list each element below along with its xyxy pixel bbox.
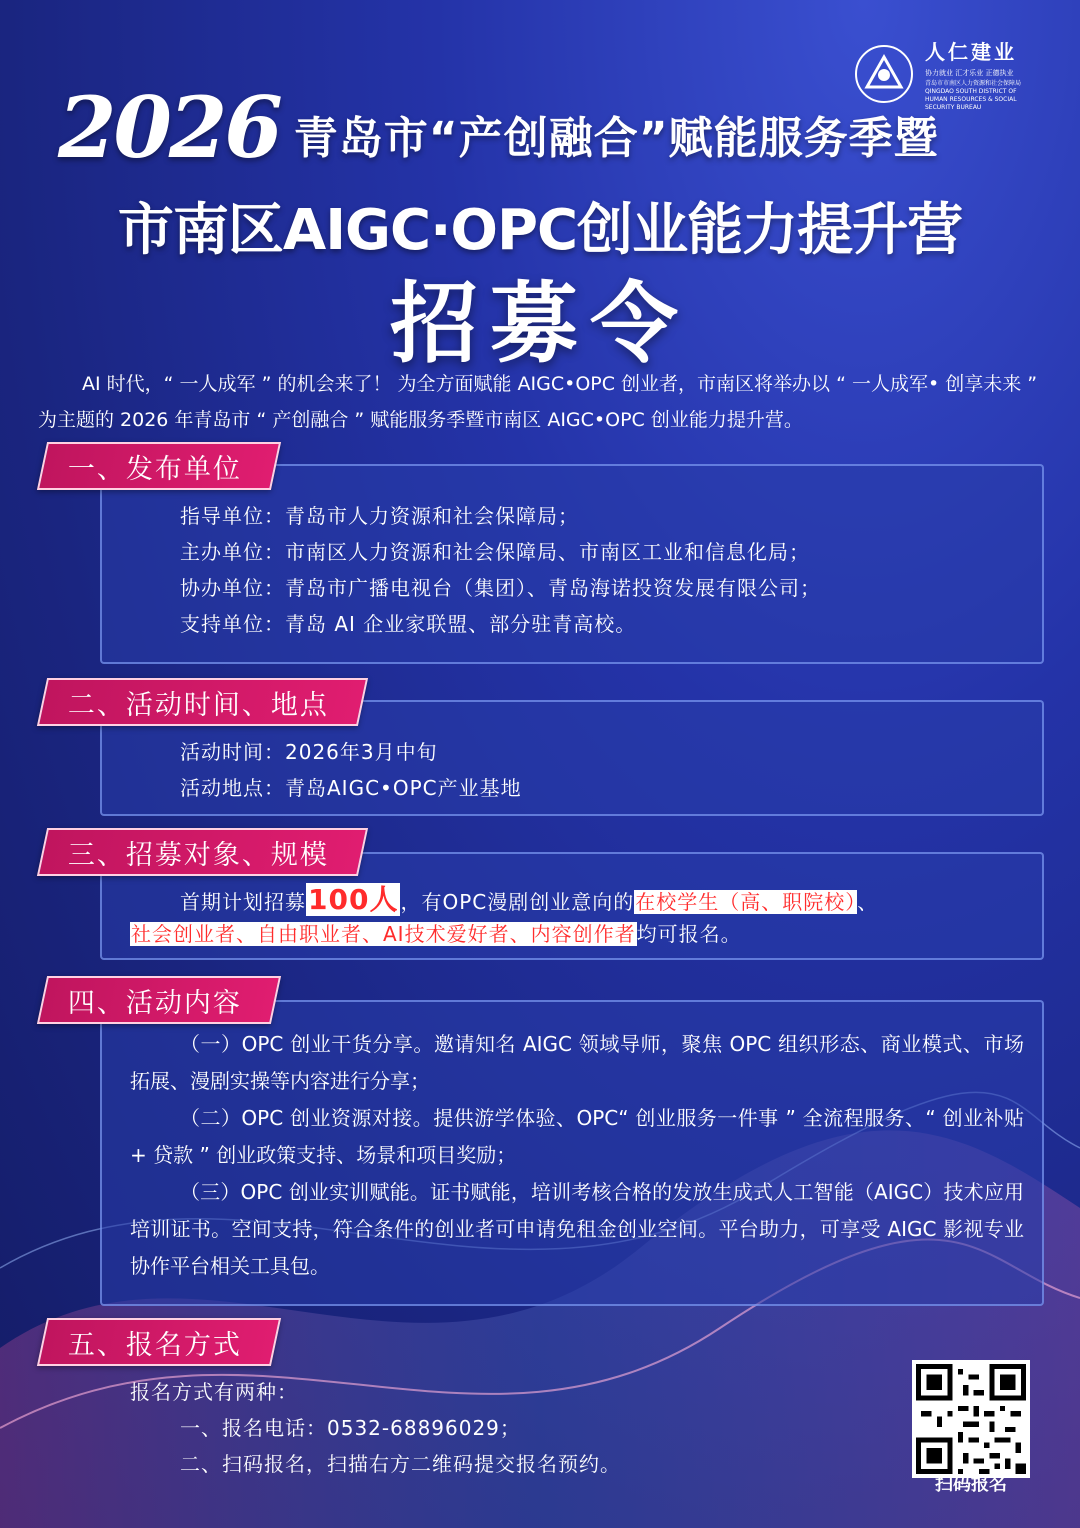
section5-line: 二、扫码报名，扫描右方二维码提交报名预约。 <box>180 1452 621 1476</box>
section3-line-2: 社会创业者、自由职业者、AI技术爱好者、内容创作者均可报名。 <box>131 922 742 946</box>
logo-slogan: 协力就业 汇才乐业 正德执业 <box>925 69 1014 77</box>
title-line-1-text: 青岛市“产创融合”赋能服务季暨 <box>293 113 939 164</box>
section4-para: （二）OPC 创业资源对接。提供游学体验、OPC“ 创业服务一件事 ” 全流程服务、“ 创业补贴 + 贷款 ” 创业政策支持、场景和项目奖励； <box>130 1106 1024 1167</box>
section3-line-1: 首期计划招募100人 ，有OPC漫剧创业意向的在校学生（高、职院校）、 <box>180 883 879 916</box>
section1-line: 主办单位：市南区人力资源和社会保障局、市南区工业和信息化局； <box>180 540 810 564</box>
section5-lead: 报名方式有两种： <box>130 1380 298 1404</box>
section4-heading: 四、活动内容 <box>37 976 281 1024</box>
section1-heading: 一、发布单位 <box>37 442 281 490</box>
section1-line: 指导单位：青岛市人力资源和社会保障局； <box>180 504 579 528</box>
section3-heading: 三、招募对象、规模 <box>37 828 368 876</box>
logo-brand: 人仁建业 <box>925 40 1017 64</box>
recruit-count: 100人 <box>308 883 399 916</box>
qr-label: 扫码报名 <box>935 1474 1007 1495</box>
section4-para: （一）OPC 创业干货分享。邀请知名 AIGC 领域导师，聚焦 OPC 组织形态、商业模式、市场拓展、漫剧实操等内容进行分享； <box>130 1032 1024 1093</box>
title-year: 2026 <box>58 78 280 177</box>
title-line-1 <box>58 78 939 177</box>
section1-line: 支持单位：青岛 AI 企业家联盟、部分驻青高校。 <box>180 612 637 636</box>
qr-code[interactable] <box>912 1360 1030 1478</box>
logo-org: 青岛市市南区人力资源和社会保障局 QINGDAO SOUTH DISTRICT OF HUMAN RESOURCES & SOCIAL SECURITY BUREAU <box>925 80 1022 111</box>
qr-code-icon <box>916 1364 1026 1474</box>
section2-heading: 二、活动时间、地点 <box>37 678 368 726</box>
title-line-3: 招募令 <box>389 272 690 375</box>
title-line-2: 市南区AIGC·OPC创业能力提升营 <box>117 198 963 263</box>
section5-heading: 五、报名方式 <box>37 1318 281 1366</box>
section1-line: 协办单位：青岛市广播电视台（集团）、青岛海诺投资发展有限公司； <box>180 576 821 600</box>
highlight-groups: 社会创业者、自由职业者、AI技术爱好者、内容创作者 <box>131 922 636 946</box>
section4-para: （三）OPC 创业实训赋能。证书赋能，培训考核合格的发放生成式人工智能（AIGC）技术应用培训证书。空间支持，符合条件的创业者可申请免租金创业空间。平台助力，可享受 AIGC 影视专业协作平台相关工具包。 <box>130 1180 1024 1278</box>
section5-line: 一、报名电话：0532-68896029； <box>180 1416 521 1440</box>
section2-line: 活动地点：青岛AIGC•OPC产业基地 <box>180 776 522 800</box>
intro-paragraph: AI 时代，“ 一人成军 ” 的机会来了！ 为全方面赋能 AIGC•OPC 创业者，市南区将举办以 “ 一人成军• 创享未来 ” 为主题的 2026 年青岛市 “ 产创融合 ” 赋能服务季暨市南区 AIGC•OPC 创业能力提升营。 <box>38 373 1038 431</box>
highlight-students: 在校学生（高、职院校） <box>635 890 857 914</box>
section2-line: 活动时间：2026年3月中旬 <box>180 740 438 764</box>
